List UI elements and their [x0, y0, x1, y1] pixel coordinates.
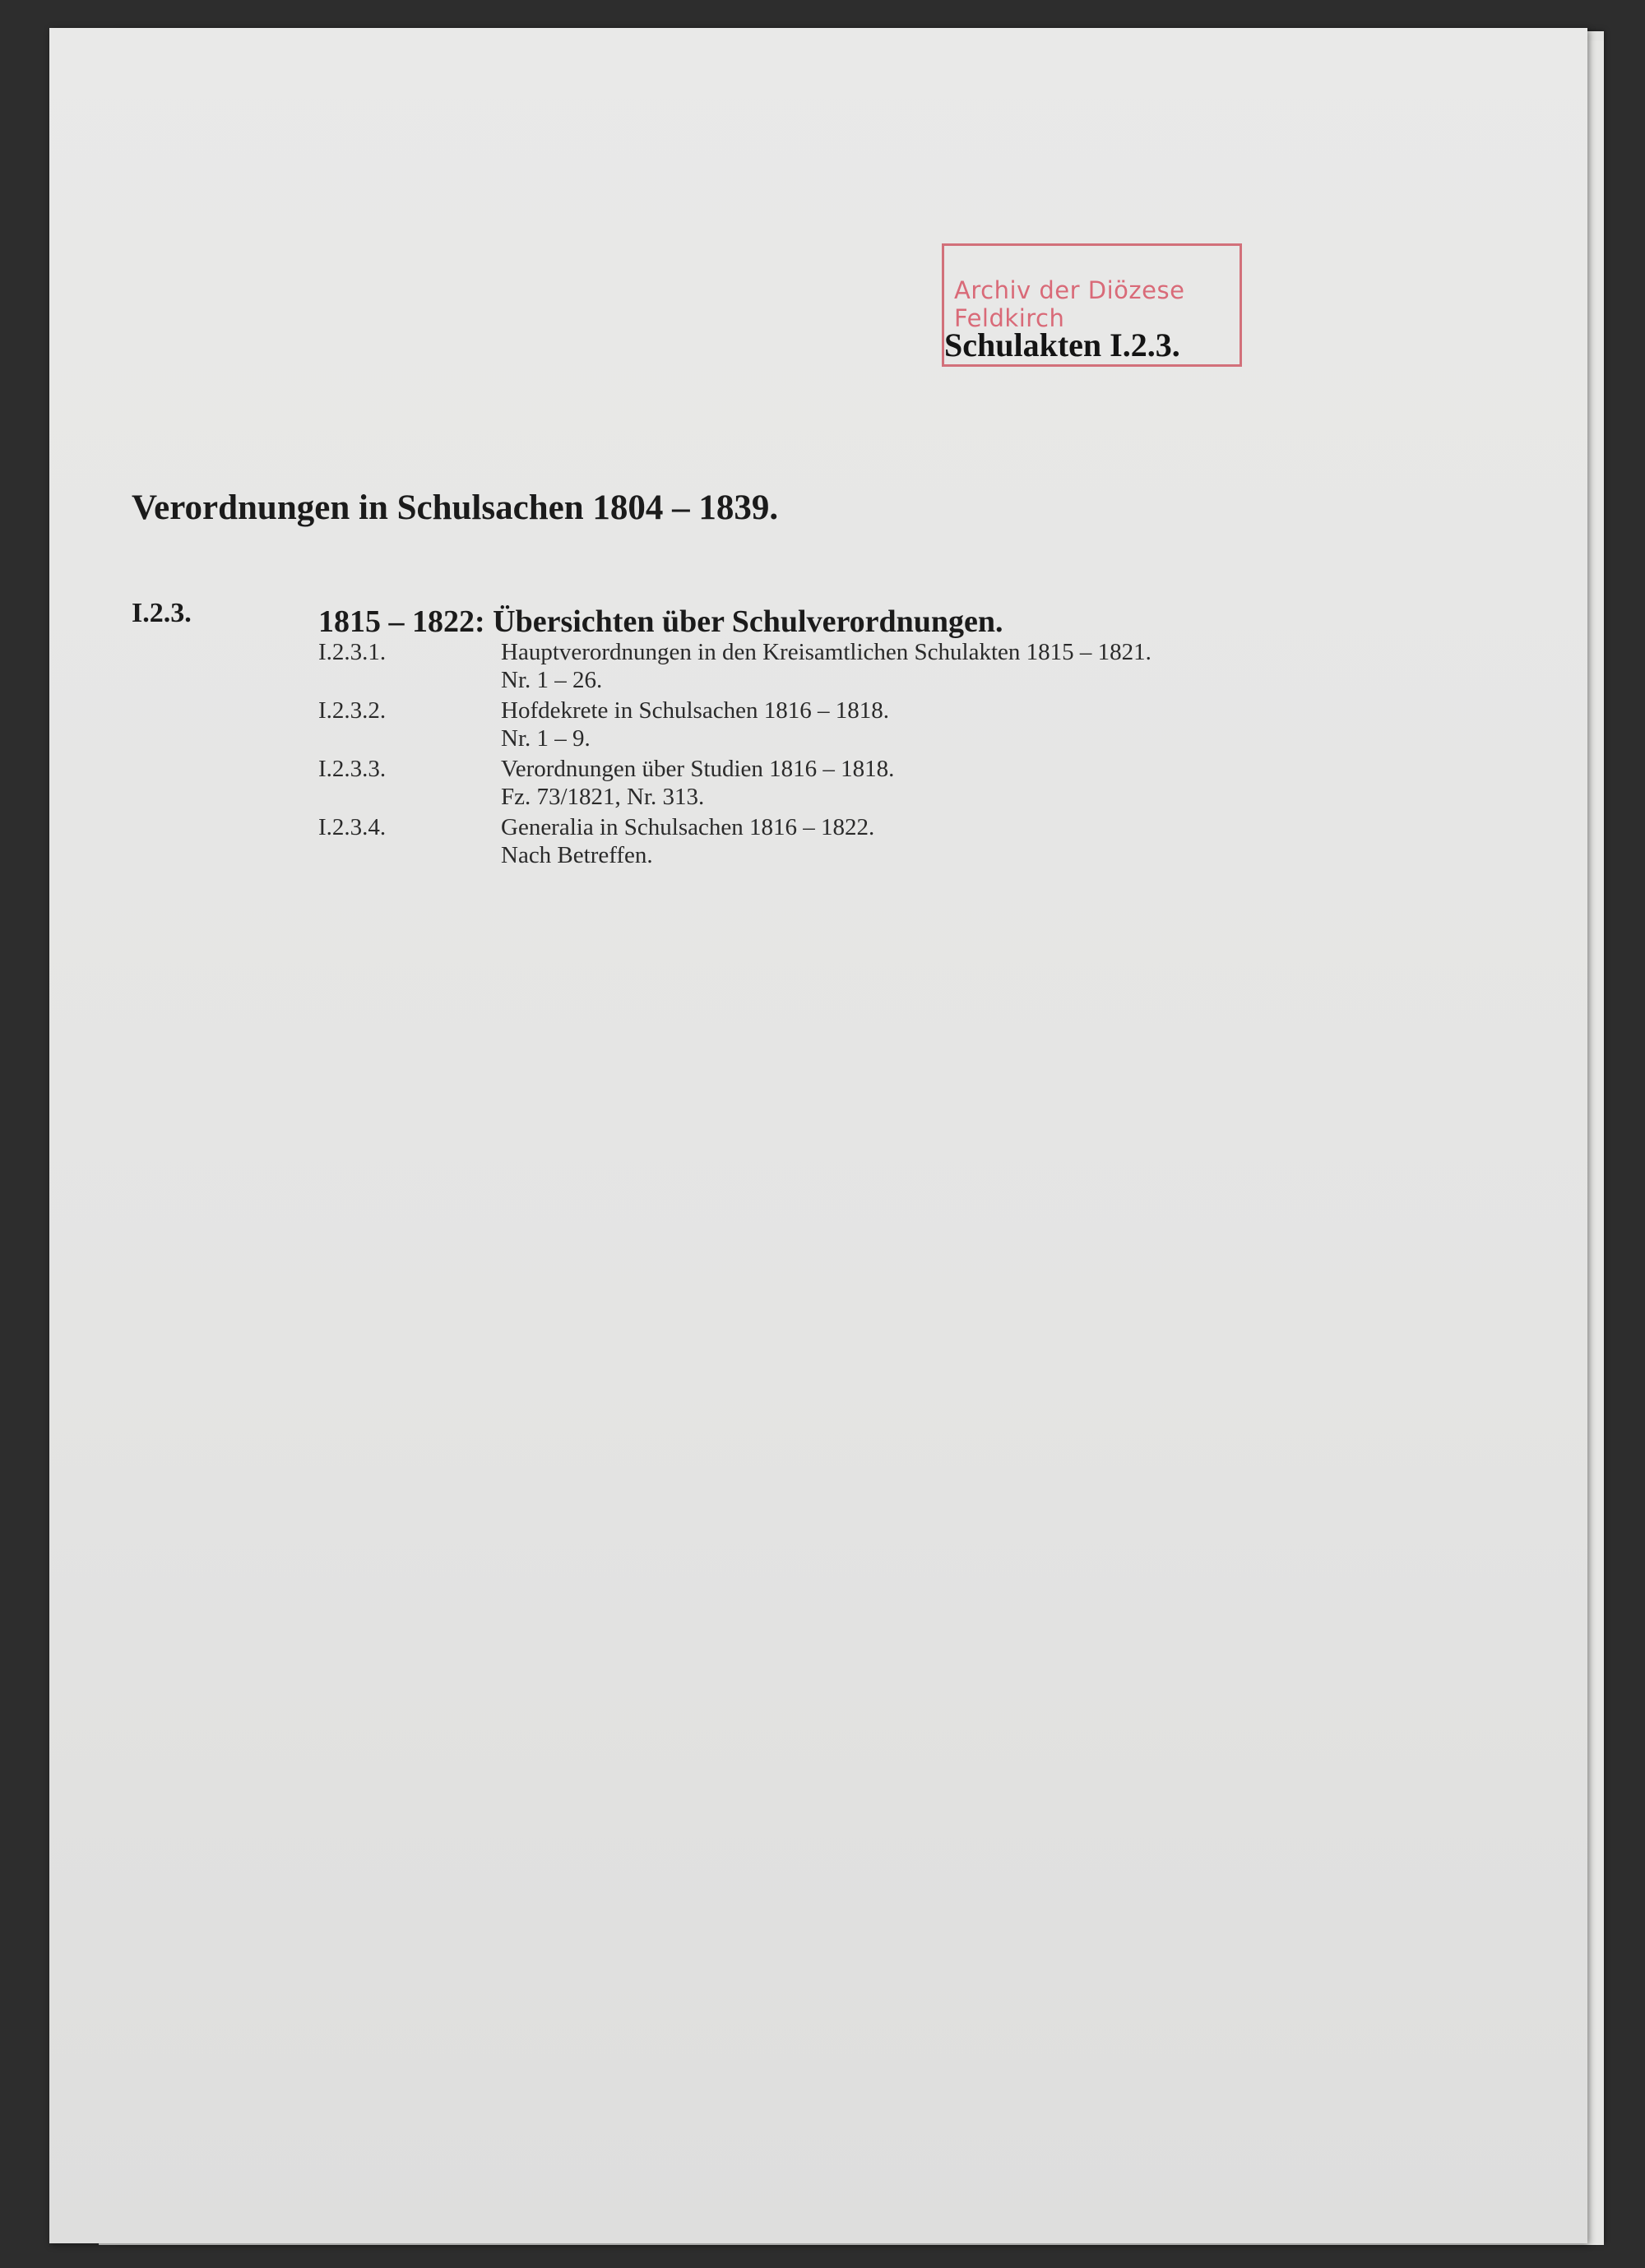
entry-code: I.2.3.2.: [318, 697, 387, 724]
list-item: [318, 638, 1388, 697]
archive-stamp: [954, 276, 1184, 332]
entry-code: I.2.3.1.: [318, 639, 387, 665]
list-item: [318, 755, 1388, 813]
entry-note: Nach Betreffen.: [501, 842, 653, 868]
entry-title: Hofdekrete in Schulsachen 1816 – 1818.: [501, 697, 889, 724]
entry-code: I.2.3.4.: [318, 814, 387, 840]
entry-title: Verordnungen über Studien 1816 – 1818.: [501, 756, 895, 782]
entry-title: Hauptverordnungen in den Kreisamtlichen Schulakten 1815 – 1821.: [501, 639, 1152, 665]
list-item: [318, 813, 1388, 872]
entry-note: Fz. 73/1821, Nr. 313.: [501, 784, 705, 810]
section-heading: 1815 – 1822: Übersichten über Schulverordnungen.: [318, 604, 1003, 639]
stamp-line-1: Archiv der Diözese: [954, 276, 1185, 304]
document-title: Verordnungen in Schulsachen 1804 – 1839.: [132, 488, 779, 527]
entry-code: I.2.3.3.: [318, 756, 387, 782]
document-page: [49, 28, 1587, 2243]
archive-signature: Schulakten I.2.3.: [944, 326, 1180, 363]
list-item: [318, 697, 1388, 755]
stamp-line-2: Feldkirch: [954, 304, 1065, 332]
entry-list: [318, 638, 1388, 872]
entry-note: Nr. 1 – 9.: [501, 725, 591, 752]
section-code: I.2.3.: [132, 598, 192, 628]
entry-note: Nr. 1 – 26.: [501, 667, 603, 693]
entry-title: Generalia in Schulsachen 1816 – 1822.: [501, 814, 875, 840]
